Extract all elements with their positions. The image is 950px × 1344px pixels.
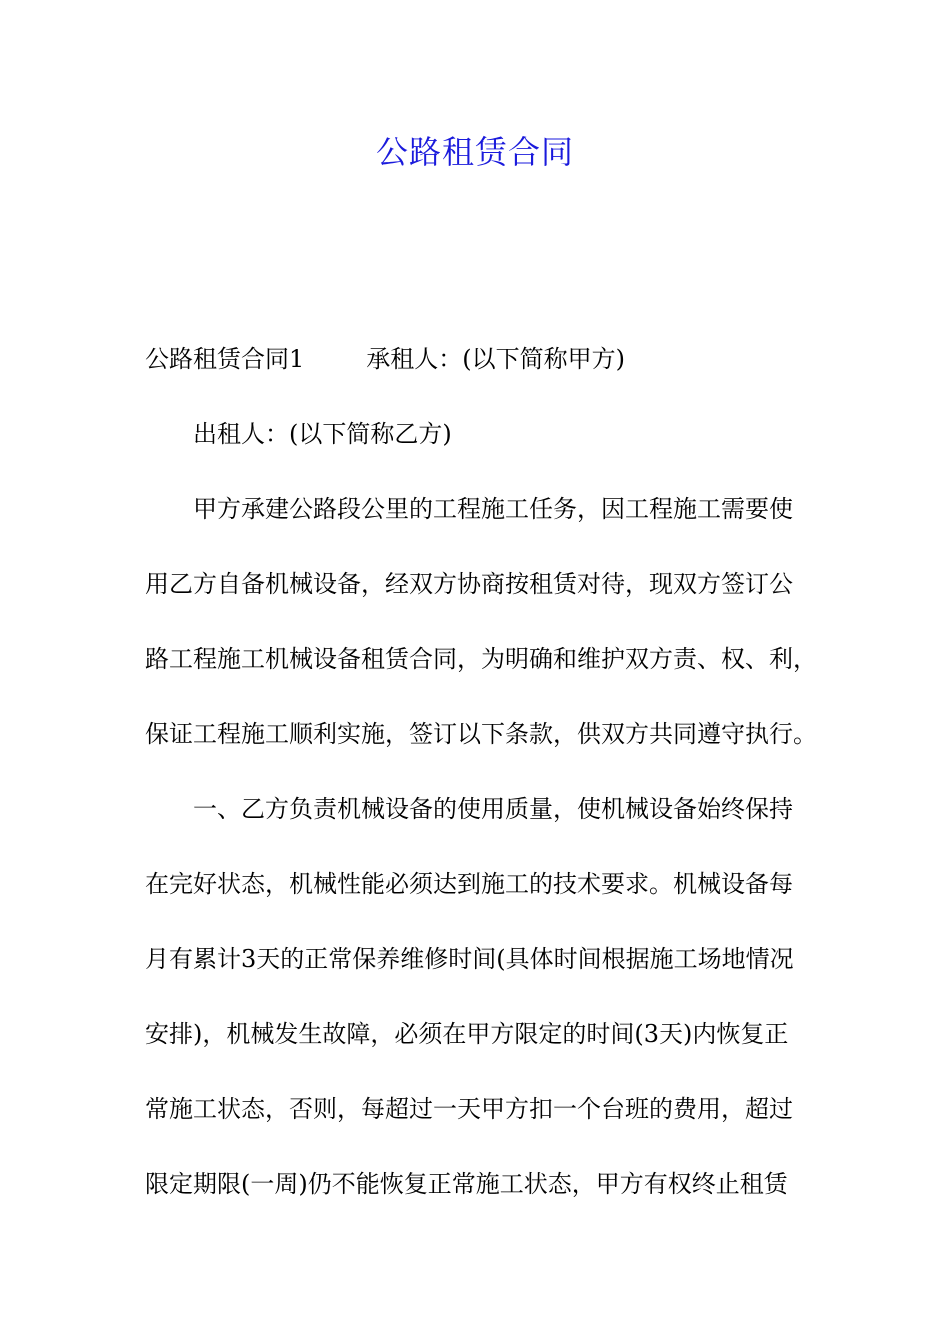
paragraph-line: 路工程施工机械设备租赁合同，为明确和维护双方责、权、利，: [145, 645, 817, 673]
header-line: [145, 341, 835, 377]
paragraph-line: 月有累计3天的正常保养维修时间(具体时间根据施工场地情况: [145, 945, 794, 973]
paragraph-line: 一、乙方负责机械设备的使用质量，使机械设备始终保持: [193, 795, 793, 823]
paragraph-line: 用乙方自备机械设备，经双方协商按租赁对待，现双方签订公: [145, 570, 793, 598]
paragraph-line: 保证工程施工顺利实施，签订以下条款，供双方共同遵守执行。: [145, 720, 817, 748]
paragraph-line: 甲方承建公路段公里的工程施工任务，因工程施工需要使: [193, 495, 793, 523]
lessor-line: 出租人：(以下简称乙方): [193, 420, 452, 448]
paragraph-line: 安排)，机械发生故障，必须在甲方限定的时间(3天)内恢复正: [145, 1020, 789, 1048]
contract-label: 公路租赁合同1: [145, 345, 305, 373]
document-title: 公路租赁合同: [375, 133, 574, 171]
paragraph-line: 常施工状态，否则，每超过一天甲方扣一个台班的费用，超过: [145, 1095, 793, 1123]
paragraph-line: 在完好状态，机械性能必须达到施工的技术要求。机械设备每: [145, 870, 793, 898]
lessee-label: 承租人：(以下简称甲方): [366, 345, 626, 373]
paragraph-line: 限定期限(一周)仍不能恢复正常施工状态，甲方有权终止租赁: [145, 1170, 788, 1198]
